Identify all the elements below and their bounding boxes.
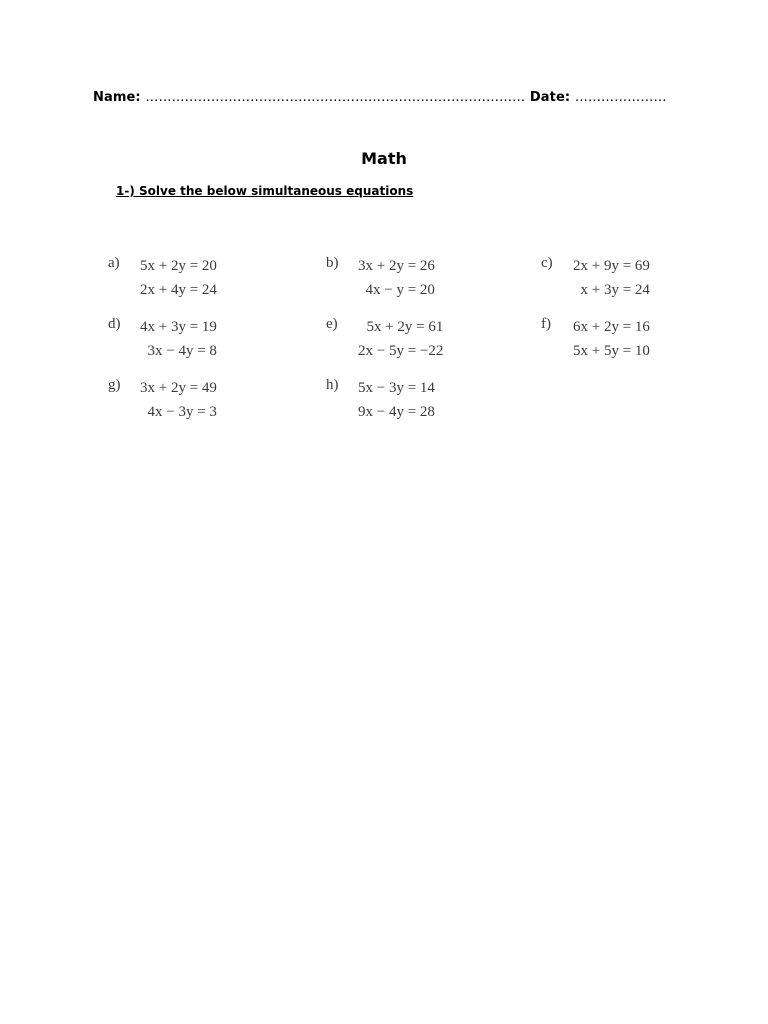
date-blank: …………………	[574, 90, 667, 105]
date-label: Date:	[529, 90, 571, 105]
equation-pair	[140, 254, 217, 302]
equation-pair	[358, 254, 435, 302]
problem-c	[541, 254, 668, 315]
problem-letter: b)	[326, 255, 339, 271]
equation: 5x + 5y = 10	[573, 343, 650, 359]
equation-pair	[573, 315, 650, 363]
problem-letter: g)	[108, 377, 121, 393]
name-label: Name:	[93, 90, 141, 105]
problem-letter: e)	[326, 316, 338, 332]
equation-pair	[140, 315, 217, 363]
equation: 5x + 2y = 61	[366, 319, 444, 335]
equation: 2x − 5y = −22	[358, 343, 444, 359]
equation: x + 3y = 24	[580, 282, 650, 298]
equation: 4x − 3y = 3	[147, 404, 217, 420]
problem-letter: a)	[108, 255, 120, 271]
problem-h	[326, 376, 541, 437]
equation-pair	[573, 254, 650, 302]
problem-b	[326, 254, 541, 315]
equation: 3x + 2y = 26	[358, 258, 435, 274]
problem-letter: d)	[108, 316, 121, 332]
name-blank: ……………………………………………………………………………	[145, 90, 526, 105]
equation: 6x + 2y = 16	[573, 319, 650, 335]
problem-d	[108, 315, 326, 376]
page-title: Math	[361, 149, 407, 168]
equation-pair	[358, 315, 443, 363]
equation: 9x − 4y = 28	[358, 404, 435, 420]
equation: 3x + 2y = 49	[140, 380, 217, 396]
equation: 5x + 2y = 20	[140, 258, 217, 274]
problem-e	[326, 315, 541, 376]
problem-f	[541, 315, 668, 376]
equation: 5x − 3y = 14	[358, 380, 435, 396]
equation: 2x + 9y = 69	[573, 258, 650, 274]
problem-letter: f)	[541, 316, 551, 332]
equation-pair	[358, 376, 435, 424]
name-date-line	[93, 90, 667, 105]
problem-g	[108, 376, 326, 437]
question-heading: 1-) Solve the below simultaneous equations	[116, 184, 414, 198]
problem-letter: c)	[541, 255, 553, 271]
equation-pair	[140, 376, 217, 424]
equation: 3x − 4y = 8	[147, 343, 217, 359]
equation: 4x + 3y = 19	[140, 319, 217, 335]
equation: 4x − y = 20	[365, 282, 435, 298]
problem-grid	[108, 254, 668, 437]
problem-a	[108, 254, 326, 315]
problem-letter: h)	[326, 377, 339, 393]
equation: 2x + 4y = 24	[140, 282, 217, 298]
